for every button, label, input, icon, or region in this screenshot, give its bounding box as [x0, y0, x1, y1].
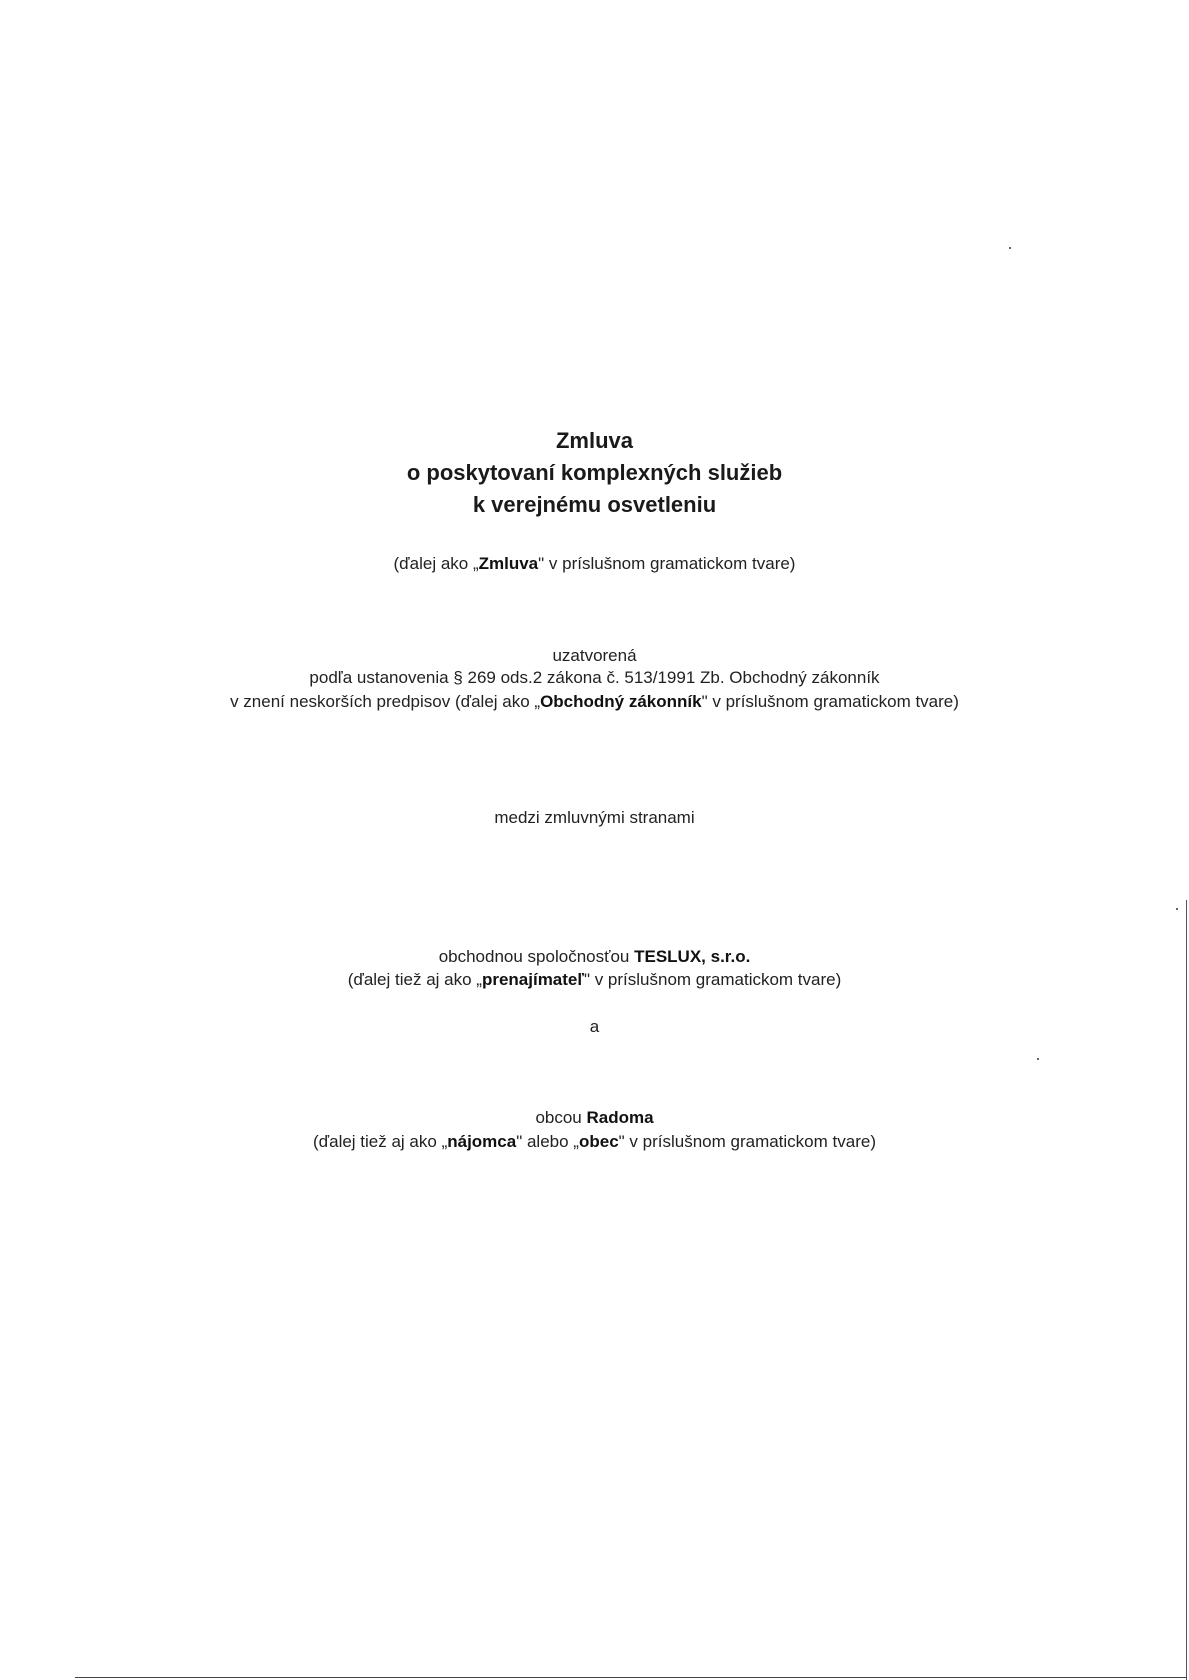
scan-speck: [1009, 247, 1011, 249]
party2-role: [0, 1131, 1189, 1153]
scan-speck: [1037, 1058, 1039, 1060]
between-parties-text: medzi zmluvnými stranami: [494, 808, 695, 827]
party2-role-bold1: nájomca: [447, 1132, 517, 1151]
code-pre: v znení neskorších predpisov (ďalej ako „: [230, 692, 541, 711]
party2-role-bold2: obec: [578, 1132, 619, 1151]
legal-basis-text: podľa ustanovenia § 269 ods.2 zákona č. 513/1991 Zb. Obchodný zákonník: [309, 668, 880, 687]
hereinafter-contract: [0, 553, 1189, 575]
hereinafter-bold: Zmluva: [478, 554, 539, 573]
party2-role-pre: (ďalej tiež aj ako „: [313, 1132, 448, 1151]
party1-bold: TESLUX, s.r.o.: [634, 947, 751, 966]
hereinafter-pre: (ďalej ako „: [393, 554, 479, 573]
party1-role-post: " v príslušnom gramatickom tvare): [583, 970, 842, 989]
code-post: " v príslušnom gramatickom tvare): [701, 692, 959, 711]
party1-role-bold: prenajímateľ: [481, 970, 584, 989]
title-line-2: o poskytovaní komplexných služieb: [406, 460, 783, 485]
hereinafter-post: " v príslušnom gramatickom tvare): [538, 554, 796, 573]
and-text: a: [589, 1017, 600, 1036]
party2-name: [0, 1107, 1189, 1129]
scan-speck: [1176, 908, 1178, 910]
party2-pre: obcou: [535, 1108, 587, 1127]
concluded-text: uzatvorená: [552, 646, 637, 665]
party2-bold: Radoma: [586, 1108, 654, 1127]
scan-edge-right: [1186, 900, 1187, 1680]
party1-pre: obchodnou spoločnosťou: [438, 947, 635, 966]
party1-role: [0, 969, 1189, 991]
party1-name: [0, 946, 1189, 968]
party2-role-post: " v príslušnom gramatickom tvare): [618, 1132, 876, 1151]
code-bold: Obchodný zákonník: [540, 692, 702, 711]
commercial-code-text: [0, 691, 1189, 713]
party2-role-mid: " alebo „: [516, 1132, 579, 1151]
title-line-3: k verejnému osvetleniu: [472, 492, 717, 517]
title-line-1: Zmluva: [555, 428, 634, 453]
scan-edge-bottom: [75, 1677, 1187, 1678]
party1-role-pre: (ďalej tiež aj ako „: [347, 970, 482, 989]
